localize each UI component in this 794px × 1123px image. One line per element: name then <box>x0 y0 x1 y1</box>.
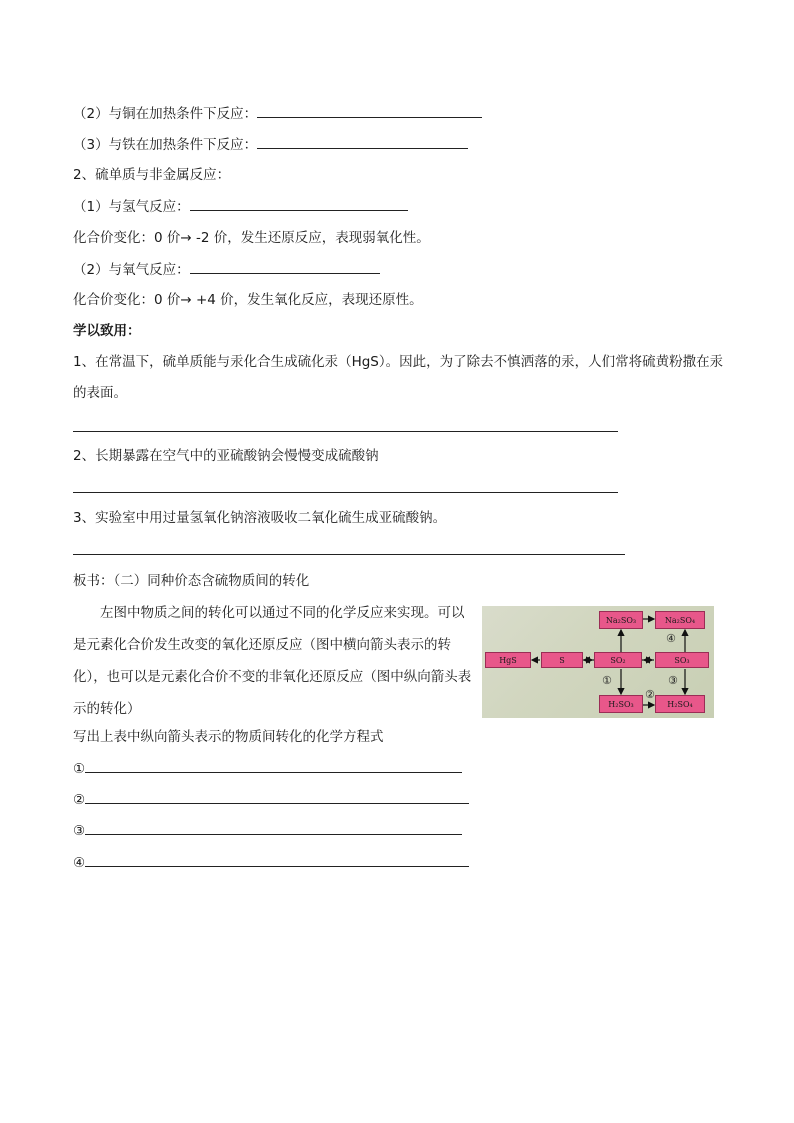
board-heading: 板书：（二）同种价态含硫物质间的转化 <box>73 573 310 589</box>
s-box: S <box>541 652 583 668</box>
answer-number: ② <box>73 792 86 808</box>
question-2: 2、长期暴露在空气中的亚硫酸钠会慢慢变成硫酸钠 <box>73 448 379 464</box>
prompt-text: （2）与铜在加热条件下反应： <box>73 106 258 122</box>
mark-2: ② <box>645 688 655 701</box>
question-1: 1、在常温下，硫单质能与汞化合生成硫化汞（HgS）。因此，为了除去不慎洒落的汞，人们常将硫黄粉撒在汞的表面。 <box>73 354 724 401</box>
instruction-text: 写出上表中纵向箭头表示的物质间转化的化学方程式 <box>73 729 384 745</box>
prompt-text: （1）与氢气反应： <box>73 199 190 215</box>
answer-row <box>73 789 469 810</box>
answer-row <box>73 852 469 873</box>
answer-line[interactable] <box>73 431 618 432</box>
answer-blank[interactable] <box>85 820 462 835</box>
prompt-text: 化合价变化：0 价→ -2 价，发生还原反应，表现弱氧化性。 <box>73 230 430 246</box>
mark-4: ④ <box>666 632 676 645</box>
mark-3: ③ <box>668 674 678 687</box>
so2-box: SO₂ <box>594 652 642 668</box>
answer-line[interactable] <box>73 554 625 555</box>
question-3: 3、实验室中用过量氢氧化钠溶液吸收二氧化硫生成亚硫酸钠。 <box>73 510 447 526</box>
text-line <box>73 103 482 124</box>
answer-number: ③ <box>73 823 86 839</box>
answer-row <box>73 758 462 779</box>
answer-row <box>73 820 462 841</box>
section-heading: 学以致用： <box>73 323 141 339</box>
text-line <box>73 259 380 280</box>
prompt-text: 化合价变化：0 价→ +4 价，发生氧化反应，表现还原性。 <box>73 292 423 308</box>
answer-blank[interactable] <box>190 196 408 211</box>
h2so4-box: H₂SO₄ <box>655 695 705 713</box>
answer-blank[interactable] <box>85 852 469 867</box>
mark-1: ① <box>602 674 612 687</box>
text-line <box>73 290 423 310</box>
answer-number: ④ <box>73 855 86 871</box>
na2so3-box: Na₂SO₃ <box>599 611 643 629</box>
answer-number: ① <box>73 761 86 777</box>
prompt-text: （3）与铁在加热条件下反应： <box>73 137 258 153</box>
explanation-paragraph: 左图中物质之间的转化可以通过不同的化学反应来实现。可以是元素化合价发生改变的氧化还原反应（图中横向箭头表示的转化），也可以是元素化合价不变的非氧化还原反应（图中纵向箭头表示的转化） <box>73 605 472 717</box>
answer-blank[interactable] <box>190 259 380 274</box>
text-line <box>73 196 408 217</box>
hgs-box: HgS <box>485 652 531 668</box>
text-line <box>73 165 230 185</box>
text-line <box>73 228 430 248</box>
prompt-text: （2）与氧气反应： <box>73 262 190 278</box>
answer-blank[interactable] <box>85 758 462 773</box>
text-line <box>73 134 468 155</box>
h2so3-box: H₂SO₃ <box>599 695 643 713</box>
so3-box: SO₃ <box>655 652 709 668</box>
prompt-text: 2、硫单质与非金属反应： <box>73 167 231 183</box>
answer-blank[interactable] <box>85 789 469 804</box>
answer-blank[interactable] <box>257 103 482 118</box>
answer-line[interactable] <box>73 492 618 493</box>
na2so4-box: Na₂SO₄ <box>655 611 705 629</box>
sulfur-conversion-diagram <box>482 606 714 718</box>
answer-blank[interactable] <box>257 134 468 149</box>
